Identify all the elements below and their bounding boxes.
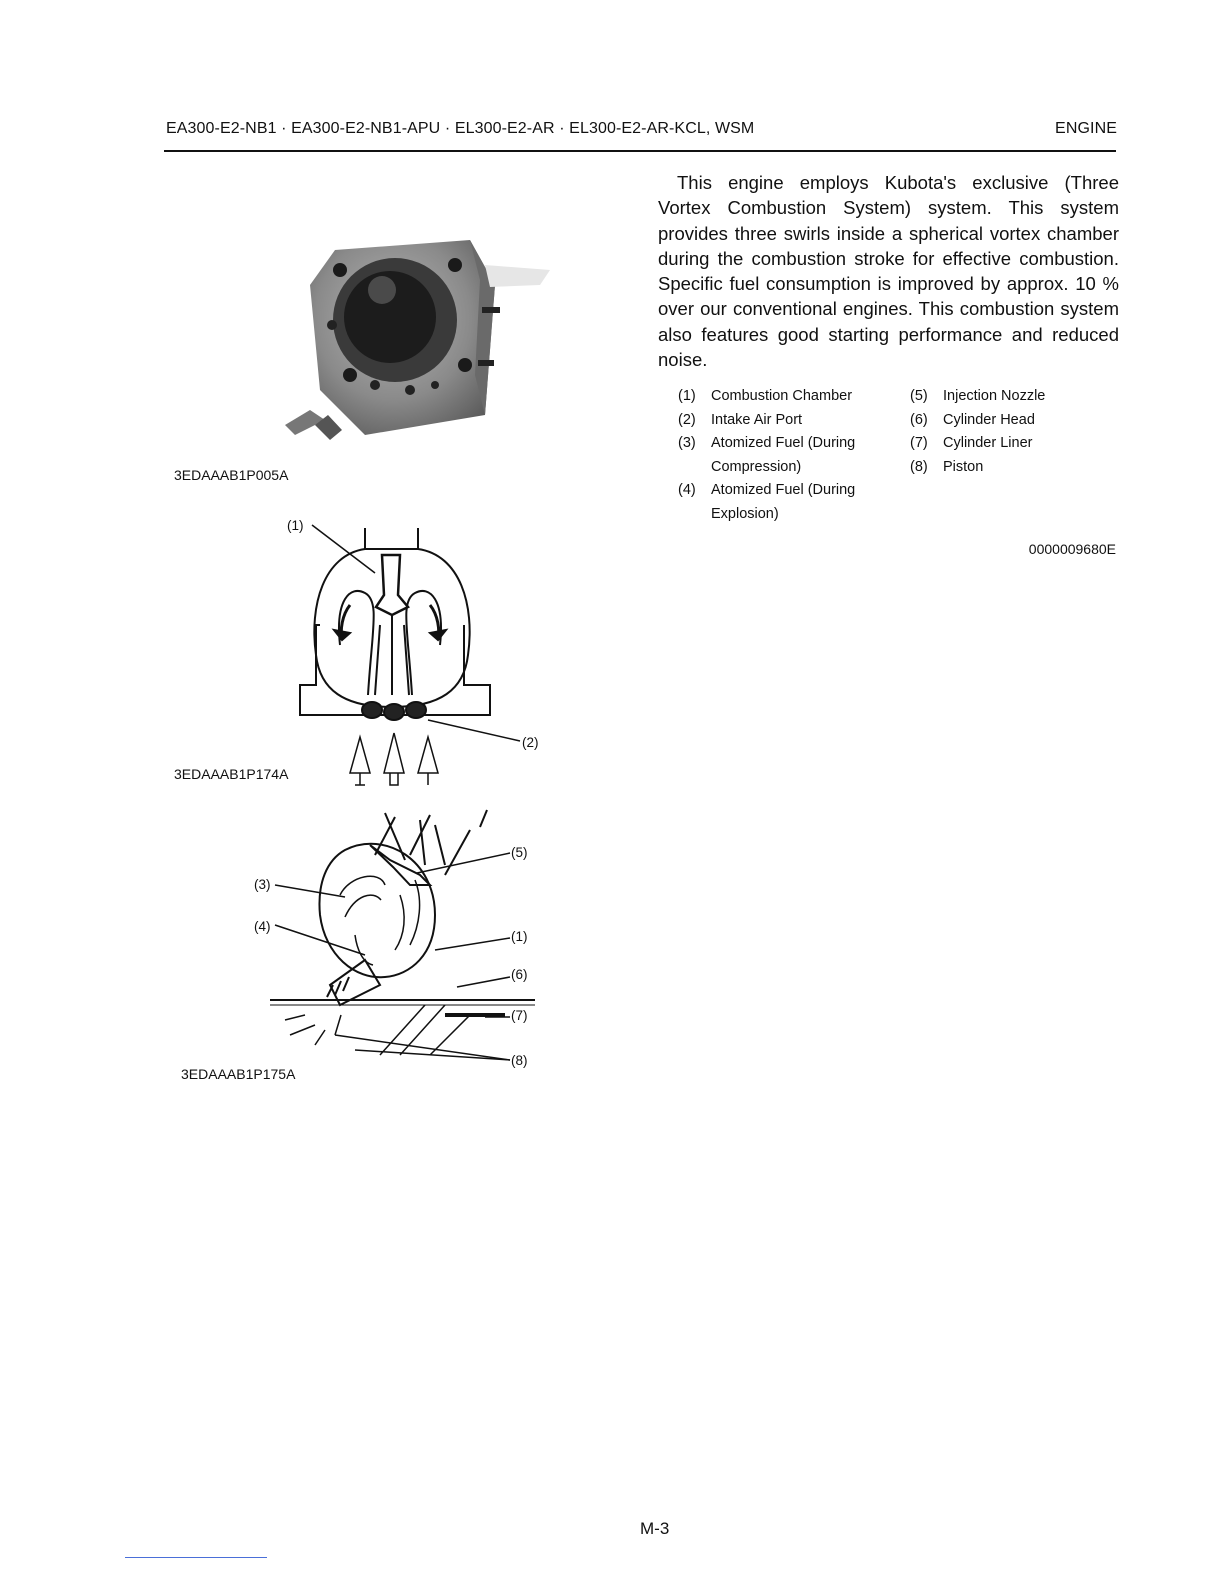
header-models: EA300-E2-NB1 · EA300-E2-NB1-APU · EL300-E2-AR · EL300-E2-AR-KCL, WSM	[166, 120, 755, 137]
fig2-caption: 3EDAAAB1P174A	[174, 766, 289, 782]
fig3-callout-4: (4)	[254, 919, 271, 934]
fig2-callout-1: (1)	[287, 518, 304, 533]
doc-code: 0000009680E	[1028, 541, 1116, 557]
fig3-callout-8: (8)	[511, 1053, 528, 1068]
fig3-callout-7: (7)	[511, 1008, 528, 1023]
body-paragraph: This engine employs Kubota's exclusive (Three Vortex Combustion System) system. This system provides three swirls inside a spherical vortex chamber during the combustion stroke for effective combustion. Specific fuel consumption is improved by approx. 10 % over our conventional engines. This combustion system also features good starting performance and reduced noise.	[658, 172, 1119, 371]
fig3-callout-6: (6)	[511, 967, 528, 982]
injection-detail-diagram	[245, 805, 535, 1075]
fig2-callout-2: (2)	[522, 735, 539, 750]
legend-item: (8) Piston	[910, 458, 984, 475]
cylinder-head-photo	[270, 225, 570, 455]
legend-item: (6) Cylinder Head	[910, 411, 1035, 428]
legend-item: (5) Injection Nozzle	[910, 388, 1046, 404]
legend-item: (1) Combustion Chamber	[678, 388, 853, 404]
legend-item: (7) Cylinder Liner	[910, 435, 1033, 451]
fig3-caption: 3EDAAAB1P175A	[181, 1066, 296, 1082]
legend-item: (2) Intake Air Port	[678, 411, 803, 428]
legend-right	[910, 385, 1110, 479]
legend-left	[678, 385, 878, 526]
header-section: ENGINE	[1055, 120, 1117, 137]
legend-item: (4) Atomized Fuel (During Explosion)	[678, 482, 856, 522]
header-rule	[164, 150, 1116, 152]
page-number: M-3	[640, 1519, 670, 1538]
fig3-callout-3: (3)	[254, 877, 271, 892]
photo-caption: 3EDAAAB1P005A	[174, 467, 289, 483]
footnote-rule	[125, 1557, 267, 1558]
vortex-chamber-diagram	[280, 515, 550, 790]
fig3-callout-5: (5)	[511, 845, 528, 860]
fig3-callout-1: (1)	[511, 929, 528, 944]
legend-item: (3) Atomized Fuel (During Compression)	[678, 435, 856, 475]
